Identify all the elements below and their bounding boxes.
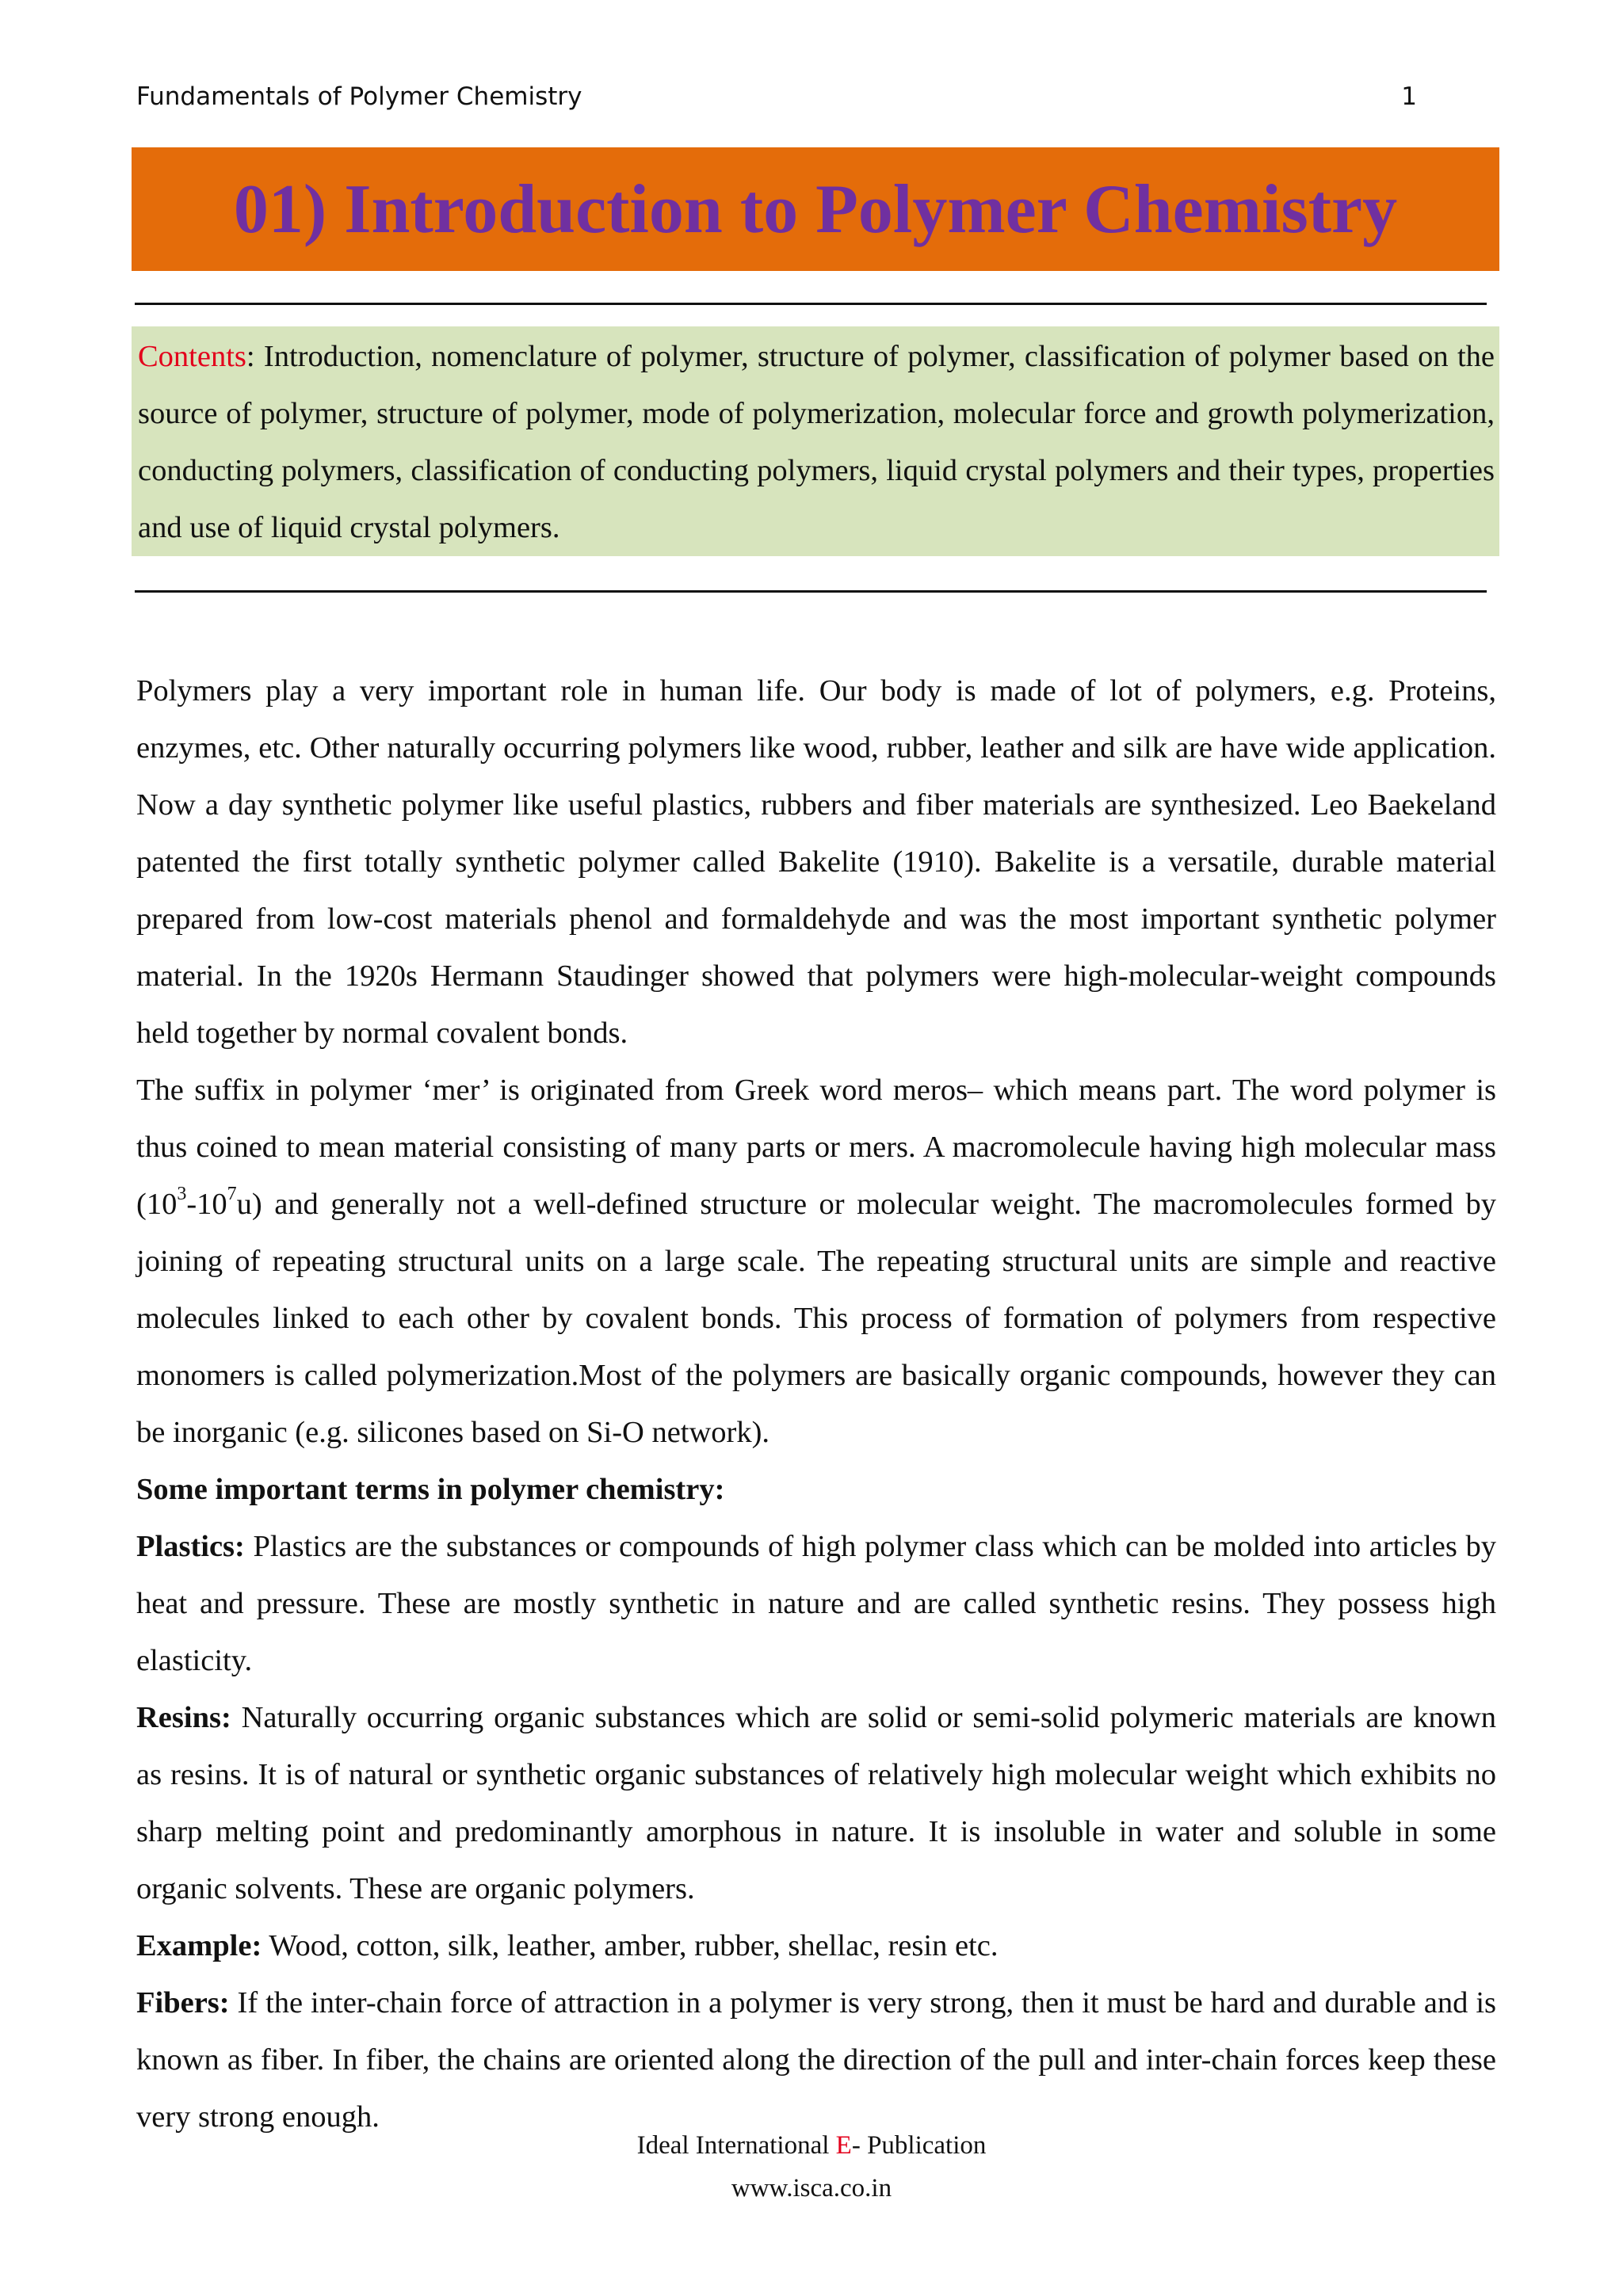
running-head	[136, 79, 1417, 114]
publisher-text: Ideal International	[636, 2131, 836, 2160]
footer-publisher	[0, 2131, 1623, 2161]
term-label: Fibers:	[136, 1986, 230, 2019]
paragraph-text: -10	[186, 1188, 227, 1221]
superscript: 3	[177, 1184, 187, 1205]
paragraph-polymer-definition	[136, 1062, 1496, 1461]
term-text: Wood, cotton, silk, leather, amber, rubber, shellac, resin etc.	[262, 1929, 999, 1962]
footer-website: www.isca.co.in	[731, 2174, 892, 2203]
term-label: Plastics:	[136, 1530, 245, 1563]
term-text: Naturally occurring organic substances which are solid or semi-solid polymeric materials are known as resins. It is of natural or synthetic organic substances of relatively high molecular weight which exhibits no sharp melting point and predominantly amorphous in nature. It is insoluble in water and soluble in some organic solvents. These are organic polymers.	[136, 1701, 1496, 1905]
contents-text: : Introduction, nomenclature of polymer, structure of polymer, classification of polymer based on the source of polymer, structure of polymer, mode of polymerization, molecular force and growth polymerization, conducting polymers, classification of conducting polymers, liquid crystal polymers and their types, properties and use of liquid crystal polymers.	[138, 340, 1495, 544]
bottom-divider	[135, 590, 1487, 593]
term-example	[136, 1917, 1496, 1974]
chapter-title: 01) Introduction to Polymer Chemistry	[233, 170, 1398, 248]
top-divider	[135, 303, 1487, 305]
body-text	[136, 662, 1496, 2145]
superscript: 7	[227, 1184, 237, 1205]
term-plastics	[136, 1518, 1496, 1689]
term-text: If the inter-chain force of attraction in a polymer is very strong, then it must be hard and durable and is known as fiber. In fiber, the chains are oriented along the direction of the pull and inter-chain forces keep these very strong enough.	[136, 1986, 1496, 2134]
page-number: 1	[1401, 82, 1417, 111]
terms-heading: Some important terms in polymer chemistry:	[136, 1473, 725, 1506]
chapter-title-bar	[132, 147, 1499, 271]
term-fibers	[136, 1974, 1496, 2145]
paragraph-intro: Polymers play a very important role in human life. Our body is made of lot of polymers, e.g. Proteins, enzymes, etc. Other naturally occurring polymers like wood, rubber, leather and silk are have wide application. Now a day synthetic polymer like useful plastics, rubbers and fiber materials are synthesized. Leo Baekeland patented the first totally synthetic polymer called Bakelite (1910). Bakelite is a versatile, durable material prepared from low-cost materials phenol and formaldehyde and was the most important synthetic polymer material. In the 1920s Hermann Staudinger showed that polymers were high-molecular-weight compounds held together by normal covalent bonds.	[136, 674, 1496, 1050]
paragraph-text: The suffix in polymer ‘mer’ is originated from Greek word meros– which means part. The word polymer is thus coined to mean material consisting of many parts or mers. A macromolecule having high molecular mass (10	[136, 1074, 1496, 1221]
publisher-text: - Publication	[851, 2131, 987, 2160]
term-text: Plastics are the substances or compounds of high polymer class which can be molded into articles by heat and pressure. These are mostly synthetic in nature and are called synthetic resins. They possess high elasticity.	[136, 1530, 1496, 1677]
contents-box	[132, 326, 1499, 556]
paragraph-text: u) and generally not a well-defined structure or molecular weight. The macromolecules formed by joining of repeating structural units on a large scale. The repeating structural units are simple and reactive molecules linked to each other by covalent bonds. This process of formation of polymers from respective monomers is called polymerization.Most of the polymers are basically organic compounds, however they can be inorganic (e.g. silicones based on Si-O network).	[136, 1188, 1496, 1449]
publisher-e: E	[835, 2131, 852, 2160]
term-resins	[136, 1689, 1496, 1917]
contents-label: Contents	[138, 340, 246, 373]
term-label: Resins:	[136, 1701, 231, 1734]
term-label: Example:	[136, 1929, 262, 1962]
book-title: Fundamentals of Polymer Chemistry	[136, 82, 582, 111]
